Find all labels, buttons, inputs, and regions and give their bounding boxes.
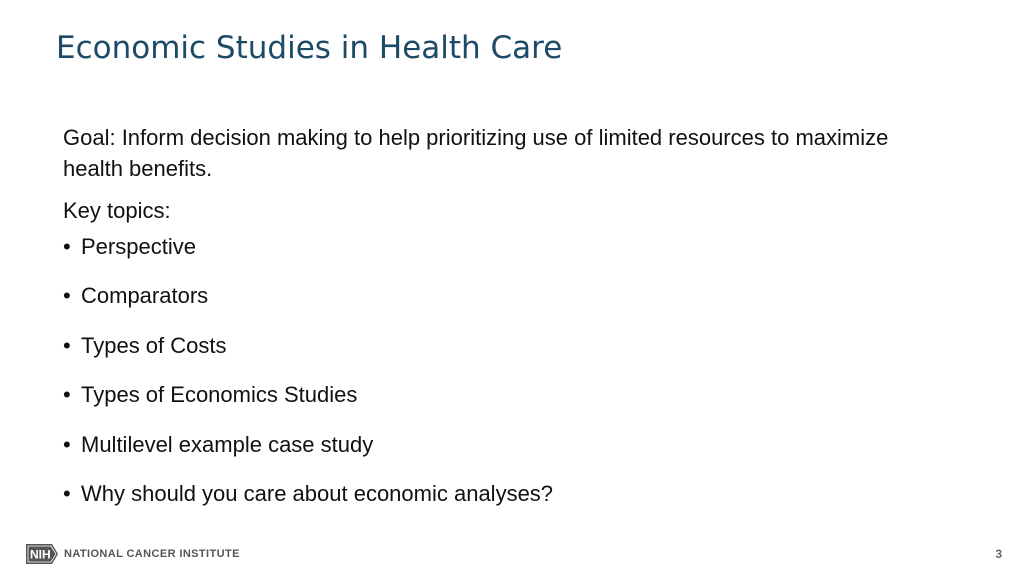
bullet-icon: • [63, 234, 71, 259]
slide-body [63, 122, 943, 531]
topic-item [63, 433, 943, 482]
nci-logo [26, 544, 240, 564]
topic-label: Types of Economics Studies [81, 382, 358, 408]
topic-label: Perspective [81, 234, 196, 259]
topic-item [63, 482, 943, 531]
topic-item [63, 235, 943, 284]
page-number: 3 [995, 547, 1002, 561]
slide-title: Economic Studies in Health Care [56, 30, 563, 66]
bullet-icon: • [63, 283, 71, 309]
organization-name: NATIONAL CANCER INSTITUTE [64, 548, 240, 560]
topic-item [63, 334, 943, 383]
nih-logo-icon [26, 544, 58, 564]
topic-label: Why should you care about economic analyses? [81, 480, 554, 506]
topic-item [63, 284, 943, 333]
topic-label: Types of Costs [81, 332, 227, 358]
topic-label: Comparators [81, 283, 209, 309]
goal-statement: Goal: Inform decision making to help prioritizing use of limited resources to maximize health benefits. [63, 125, 889, 181]
topic-item [63, 383, 943, 432]
topic-list [63, 235, 943, 531]
bullet-icon: • [63, 431, 71, 457]
bullet-icon: • [63, 382, 71, 408]
topic-label: Multilevel example case study [81, 431, 374, 457]
key-topics-label: Key topics: [63, 198, 171, 223]
nih-logo-text: NIH [30, 547, 51, 562]
bullet-icon: • [63, 332, 71, 358]
bullet-icon: • [63, 480, 71, 506]
